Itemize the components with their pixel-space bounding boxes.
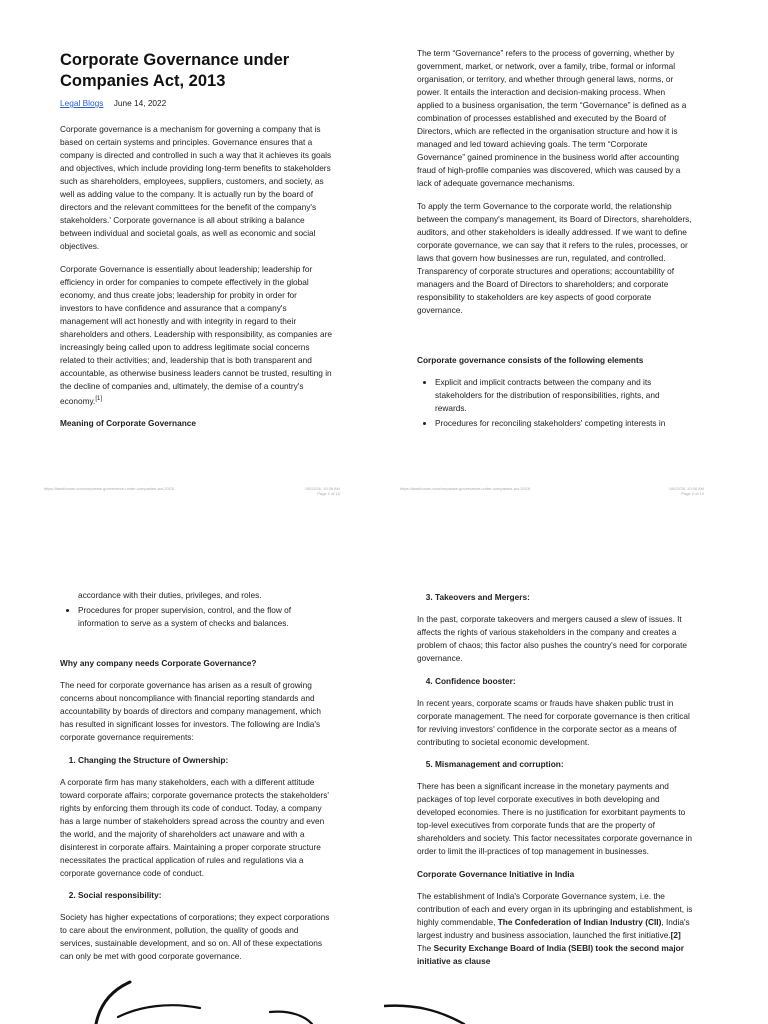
document-page-2	[384, 0, 768, 512]
heading-india: Corporate Governance Initiative in India	[417, 868, 575, 879]
heading-why: Why any company needs Corporate Governance?	[60, 658, 257, 668]
ownership-paragraph: A corporate firm has many stakeholders, each with a different attitude toward corporate affairs; corporate governance protects the stakeholders' rights by enforcing them through its code of conduct. Today, a company has a large number of stakeholders spread across the country and even the world, and the majority of shareholders act unaware and with a disinterest in corporate affairs. Maintaining a proper corporate structure necessitates the practical application of rules and regulations via a corporate governance code of conduct.	[60, 776, 329, 878]
requirement-item: 1. Changing the Structure of Ownership:	[78, 754, 332, 767]
footer-time: 08/12/26, 10:38 AM	[669, 486, 704, 491]
footer-page-number: Page 2 of 10	[681, 491, 704, 496]
list-item: • Procedures for proper supervision, control, and the flow of information to serve as a system of checks and balances.	[78, 604, 332, 630]
intro-paragraph: Corporate governance is a mechanism for governing a company that is based on certain systems and principles. Governance ensures that a company is directed and controlled in such a way that it achieves its goals and objectives, which include providing long-term benefits to stakeholders such as shareholders, employees, suppliers, customers, and society, as well as adding value to the company. It is actually run by the board of directors and the relevant committees for the benefit of the company's stakeholders.' Corporate governance is all about striking a balance between individual and societal goals, as well as economic and social objectives.	[60, 124, 332, 251]
footer-right	[305, 486, 340, 496]
document-page-1	[0, 0, 384, 512]
footer-page-number: Page 1 of 10	[317, 491, 340, 496]
footer-right	[669, 486, 704, 496]
india-text-e: The	[417, 942, 432, 953]
elements-list	[417, 376, 693, 430]
leadership-paragraph-text: Corporate Governance is essentially about leadership; leadership for efficiency in order for companies to compete effectively in the global economy, and thus create jobs; leadership for probity in order for investors to have confidence and assurance that a company's management will act honestly and with integrity in regard to their shareholders and others. Leadership with responsibility, as companies are increasingly being called upon to address legitimate social concerns related to their activities; and, leadership that is both transparent and accountable, as otherwise business leaders cannot be trusted, resulting in the decline of companies and, ultimately, the demise of a country's economy.	[60, 263, 332, 406]
requirement-item: 5. Mismanagement and corruption:	[435, 758, 693, 771]
confidence-paragraph: In recent years, corporate scams or frauds have shaken public trust in corporate management. The need for corporate governance is then critical for reviving investors' confidence in the corporate sector as a means of contributing to societal economic development.	[417, 697, 690, 747]
takeovers-paragraph: In the past, corporate takeovers and mergers caused a slew of issues. It affects the rights of various stakeholders in the company and creates a problem of chaos; this factor also pushes the country's need for corporate governance.	[417, 614, 687, 663]
article-meta	[60, 97, 332, 110]
page-2-column	[417, 47, 693, 431]
footer-url: https://lawbhoomi.com/corporate-governance-under-companies-act-2013/	[44, 486, 175, 491]
handwritten-signature	[0, 512, 384, 1024]
india-text-a: The establishment of India's Corporate Governance system, i.e. the contribution of each and every organ in its upbringing and establishment, is highly commendable,	[417, 890, 693, 927]
list-item-continuation: accordance with their duties, privileges, and roles.	[78, 590, 262, 600]
governance-definition-paragraph: The term “Governance” refers to the process of governing, whether by government, market, or network, over a family, tribe, formal or informal organisation, or territory, and whether through general laws, norms, or power. It entails the interaction and decision-making process. When applied to a business organisation, the term “Governance” is defined as a combination of processes established and executed by the Board of Directors, which are reflected in the organisation structure and how it is managed and led toward achieving goals. The term “Corporate Governance” gained prominence in the business world after accounting fraud of high-profile companies was discovered, which was caused by a lack of adequate governance mechanisms.	[417, 48, 687, 188]
list-item: • Explicit and implicit contracts between the company and its stakeholders for the distribution of responsibilities, rights, and rewards.	[435, 376, 693, 415]
handwritten-signature-continued	[384, 512, 768, 1024]
footnote-ref-1[interactable]: [1]	[95, 395, 103, 402]
social-responsibility-paragraph: Society has higher expectations of corporations; they expect corporations to care about the environment, pollution, the quality of goods and services, sustainable development, and so on. All of these expectations can only be met with good corporate governance.	[60, 912, 330, 961]
cii-name: The Confederation of Indian Industry (CII)	[497, 916, 662, 927]
article-date: June 14, 2022	[113, 98, 167, 108]
requirement-item: 4. Confidence booster:	[435, 675, 693, 688]
requirement-item: 2. Social responsibility:	[78, 889, 332, 902]
page-1-footer	[44, 486, 340, 496]
corporate-world-paragraph: To apply the term Governance to the corporate world, the relationship between the company's management, its Board of Directors, shareholders, auditors, and other stakeholders is ideally addressed. If we want to define corporate governance, we can say that it refers to the rules, processes, or laws that govern how businesses are run, regulated, and controlled. Transparency of corporate structures and operations; accountability of managers and the Board of Directors to shareholders; and corporate responsibility to stakeholders are key aspects of good corporate governance.	[417, 200, 692, 315]
requirement-item: 3. Takeovers and Mergers:	[435, 591, 693, 604]
category-link[interactable]: Legal Blogs	[60, 98, 104, 108]
document-page-4	[384, 512, 768, 1024]
article-title: Corporate Governance under Companies Act, 2013	[60, 51, 290, 90]
document-page-3	[0, 512, 384, 1024]
page-2-footer	[400, 486, 704, 496]
india-text-c: , India's largest industry and business association, launched the first initiative.	[417, 916, 690, 940]
list-item: • Procedures for reconciling stakeholders' competing interests in	[435, 417, 693, 430]
footnote-ref-2[interactable]: [2]	[670, 929, 681, 940]
page-1-column	[60, 50, 332, 439]
footer-url: https://lawbhoomi.com/corporate-governance-under-companies-act-2013/	[400, 486, 531, 491]
why-paragraph: The need for corporate governance has arisen as a result of growing concerns about noncompliance with financial reporting standards and accountability by boards of directors and company management, which has resulted in significant losses for investors. The following are India's corporate governance requirements:	[60, 680, 322, 742]
heading-meaning: Meaning of Corporate Governance	[60, 417, 196, 428]
footer-time: 08/12/26, 10:38 AM	[305, 486, 340, 491]
heading-elements: Corporate governance consists of the following elements	[417, 355, 644, 365]
mismanagement-paragraph: There has been a significant increase in the monetary payments and packages of top level corporate executives in both developing and developed economies. There is no justification for exorbitant payments to top-level executives from corporate funds that are the property of shareholders and society. This factor necessitates corporate governance in order to limit the ill-practices of top management in businesses.	[417, 781, 693, 856]
leadership-paragraph	[60, 263, 332, 408]
sebi-text: Security Exchange Board of India (SEBI) took the second major initiative as clause	[417, 942, 684, 966]
